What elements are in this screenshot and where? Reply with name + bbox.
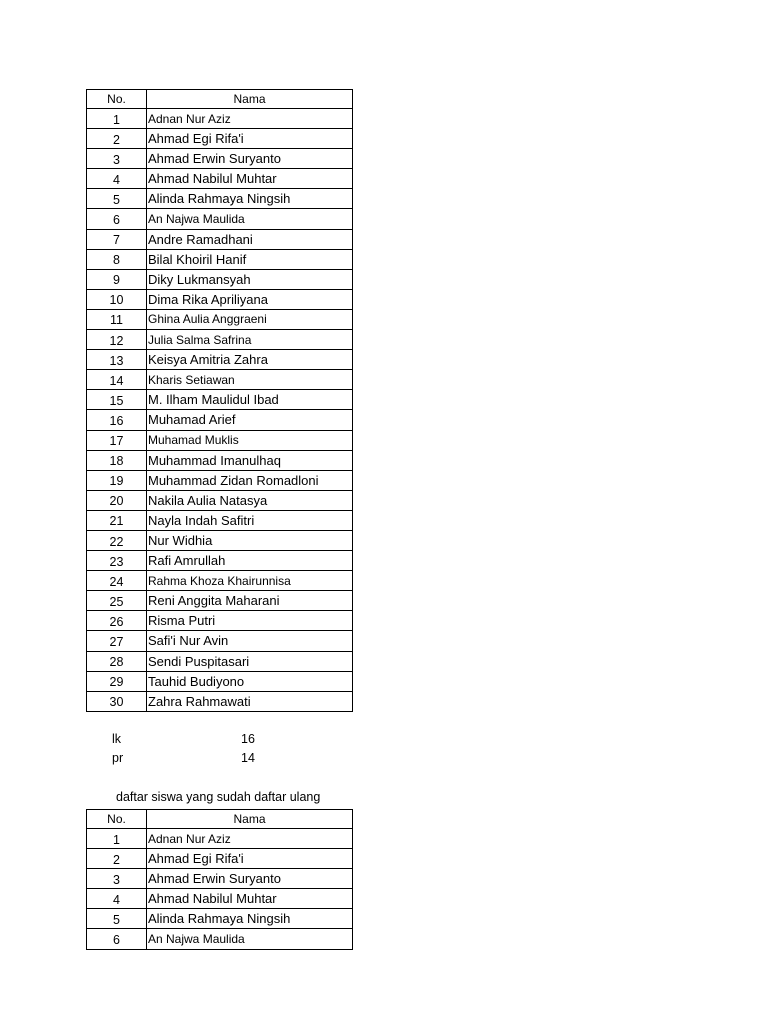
registered-table-caption[interactable]: daftar siswa yang sudah daftar ulang xyxy=(116,790,321,804)
table-row xyxy=(87,390,353,410)
row-number-cell[interactable]: 3 xyxy=(87,869,147,889)
row-number-cell[interactable]: 4 xyxy=(87,169,147,189)
student-name-cell[interactable]: Dima Rika Apriliyana xyxy=(147,289,353,309)
row-number-cell[interactable]: 1 xyxy=(87,109,147,129)
student-name-cell[interactable]: Alinda Rahmaya Ningsih xyxy=(147,909,353,929)
header-no[interactable]: No. xyxy=(87,90,147,109)
table-row xyxy=(87,450,353,470)
row-number-cell[interactable]: 27 xyxy=(87,631,147,651)
row-number-cell[interactable]: 19 xyxy=(87,470,147,490)
row-number-cell[interactable]: 21 xyxy=(87,510,147,530)
table-row xyxy=(87,430,353,450)
student-name-cell[interactable]: Alinda Rahmaya Ningsih xyxy=(147,189,353,209)
student-name-cell[interactable]: Bilal Khoiril Hanif xyxy=(147,249,353,269)
student-name-cell[interactable]: Sendi Puspitasari xyxy=(147,651,353,671)
summary-pr-value[interactable]: 14 xyxy=(241,751,255,765)
row-number-cell[interactable]: 30 xyxy=(87,691,147,711)
student-name-cell[interactable]: Ahmad Erwin Suryanto xyxy=(147,869,353,889)
table-row xyxy=(87,490,353,510)
table-row xyxy=(87,849,353,869)
table-header-row xyxy=(87,90,353,109)
student-name-cell[interactable]: Ahmad Egi Rifa'i xyxy=(147,849,353,869)
student-list-table xyxy=(86,89,353,712)
row-number-cell[interactable]: 23 xyxy=(87,551,147,571)
student-name-cell[interactable]: Diky Lukmansyah xyxy=(147,269,353,289)
row-number-cell[interactable]: 12 xyxy=(87,330,147,350)
row-number-cell[interactable]: 7 xyxy=(87,229,147,249)
student-name-cell[interactable]: Muhammad Zidan Romadloni xyxy=(147,470,353,490)
row-number-cell[interactable]: 17 xyxy=(87,430,147,450)
student-name-cell[interactable]: Kharis Setiawan xyxy=(147,370,353,390)
row-number-cell[interactable]: 2 xyxy=(87,129,147,149)
table-row xyxy=(87,330,353,350)
table-row xyxy=(87,169,353,189)
header-name[interactable]: Nama xyxy=(147,90,353,109)
row-number-cell[interactable]: 2 xyxy=(87,849,147,869)
table-row xyxy=(87,189,353,209)
row-number-cell[interactable]: 24 xyxy=(87,571,147,591)
student-name-cell[interactable]: Nayla Indah Safitri xyxy=(147,510,353,530)
student-name-cell[interactable]: Risma Putri xyxy=(147,611,353,631)
table-row xyxy=(87,229,353,249)
row-number-cell[interactable]: 8 xyxy=(87,249,147,269)
student-name-cell[interactable]: An Najwa Maulida xyxy=(147,209,353,229)
table-header-row xyxy=(87,810,353,829)
table-row xyxy=(87,829,353,849)
student-name-cell[interactable]: Safi'i Nur Avin xyxy=(147,631,353,651)
row-number-cell[interactable]: 22 xyxy=(87,530,147,550)
table-row xyxy=(87,929,353,949)
header-no[interactable]: No. xyxy=(87,810,147,829)
student-list-body xyxy=(87,109,353,712)
row-number-cell[interactable]: 1 xyxy=(87,829,147,849)
student-name-cell[interactable]: Adnan Nur Aziz xyxy=(147,109,353,129)
student-name-cell[interactable]: Muhamad Muklis xyxy=(147,430,353,450)
row-number-cell[interactable]: 18 xyxy=(87,450,147,470)
table-row xyxy=(87,691,353,711)
registered-student-body xyxy=(87,829,353,950)
student-name-cell[interactable]: Ahmad Nabilul Muhtar xyxy=(147,889,353,909)
row-number-cell[interactable]: 29 xyxy=(87,671,147,691)
student-name-cell[interactable]: Ghina Aulia Anggraeni xyxy=(147,309,353,329)
summary-lk-label[interactable]: lk xyxy=(112,732,122,746)
row-number-cell[interactable]: 6 xyxy=(87,929,147,949)
row-number-cell[interactable]: 20 xyxy=(87,490,147,510)
table-row xyxy=(87,510,353,530)
table-row xyxy=(87,889,353,909)
table-row xyxy=(87,651,353,671)
student-name-cell[interactable]: Rafi Amrullah xyxy=(147,551,353,571)
row-number-cell[interactable]: 13 xyxy=(87,350,147,370)
row-number-cell[interactable]: 5 xyxy=(87,189,147,209)
row-number-cell[interactable]: 6 xyxy=(87,209,147,229)
table-row xyxy=(87,530,353,550)
row-number-cell[interactable]: 28 xyxy=(87,651,147,671)
student-name-cell[interactable]: Tauhid Budiyono xyxy=(147,671,353,691)
table-row xyxy=(87,350,353,370)
student-name-cell[interactable]: Keisya Amitria Zahra xyxy=(147,350,353,370)
student-name-cell[interactable]: Adnan Nur Aziz xyxy=(147,829,353,849)
header-name[interactable]: Nama xyxy=(147,810,353,829)
table-row xyxy=(87,370,353,390)
student-name-cell[interactable]: Ahmad Nabilul Muhtar xyxy=(147,169,353,189)
student-name-cell[interactable]: Reni Anggita Maharani xyxy=(147,591,353,611)
table-row xyxy=(87,149,353,169)
student-name-cell[interactable]: Julia Salma Safrina xyxy=(147,330,353,350)
table-row xyxy=(87,571,353,591)
student-name-cell[interactable]: Muhamad Arief xyxy=(147,410,353,430)
row-number-cell[interactable]: 25 xyxy=(87,591,147,611)
summary-lk-value[interactable]: 16 xyxy=(241,732,255,746)
registered-student-table xyxy=(86,809,353,950)
student-name-cell[interactable]: Zahra Rahmawati xyxy=(147,691,353,711)
table-row xyxy=(87,909,353,929)
student-name-cell[interactable]: Ahmad Erwin Suryanto xyxy=(147,149,353,169)
student-name-cell[interactable]: Rahma Khoza Khairunnisa xyxy=(147,571,353,591)
row-number-cell[interactable]: 16 xyxy=(87,410,147,430)
table-row xyxy=(87,611,353,631)
student-name-cell[interactable]: M. Ilham Maulidul Ibad xyxy=(147,390,353,410)
student-name-cell[interactable]: Nur Widhia xyxy=(147,530,353,550)
table-row xyxy=(87,470,353,490)
row-number-cell[interactable]: 9 xyxy=(87,269,147,289)
row-number-cell[interactable]: 4 xyxy=(87,889,147,909)
table-row xyxy=(87,249,353,269)
table-row xyxy=(87,309,353,329)
table-row xyxy=(87,269,353,289)
table-row xyxy=(87,631,353,651)
table-row xyxy=(87,129,353,149)
table-row xyxy=(87,209,353,229)
row-number-cell[interactable]: 26 xyxy=(87,611,147,631)
student-name-cell[interactable]: Nakila Aulia Natasya xyxy=(147,490,353,510)
row-number-cell[interactable]: 10 xyxy=(87,289,147,309)
table-row xyxy=(87,591,353,611)
table-row xyxy=(87,289,353,309)
table-row xyxy=(87,109,353,129)
table-row xyxy=(87,671,353,691)
row-number-cell[interactable]: 5 xyxy=(87,909,147,929)
student-name-cell[interactable]: Andre Ramadhani xyxy=(147,229,353,249)
student-name-cell[interactable]: An Najwa Maulida xyxy=(147,929,353,949)
row-number-cell[interactable]: 15 xyxy=(87,390,147,410)
row-number-cell[interactable]: 14 xyxy=(87,370,147,390)
summary-pr-label[interactable]: pr xyxy=(112,751,124,765)
student-name-cell[interactable]: Ahmad Egi Rifa'i xyxy=(147,129,353,149)
table-row xyxy=(87,869,353,889)
student-name-cell[interactable]: Muhammad Imanulhaq xyxy=(147,450,353,470)
table-row xyxy=(87,551,353,571)
row-number-cell[interactable]: 11 xyxy=(87,309,147,329)
table-row xyxy=(87,410,353,430)
row-number-cell[interactable]: 3 xyxy=(87,149,147,169)
